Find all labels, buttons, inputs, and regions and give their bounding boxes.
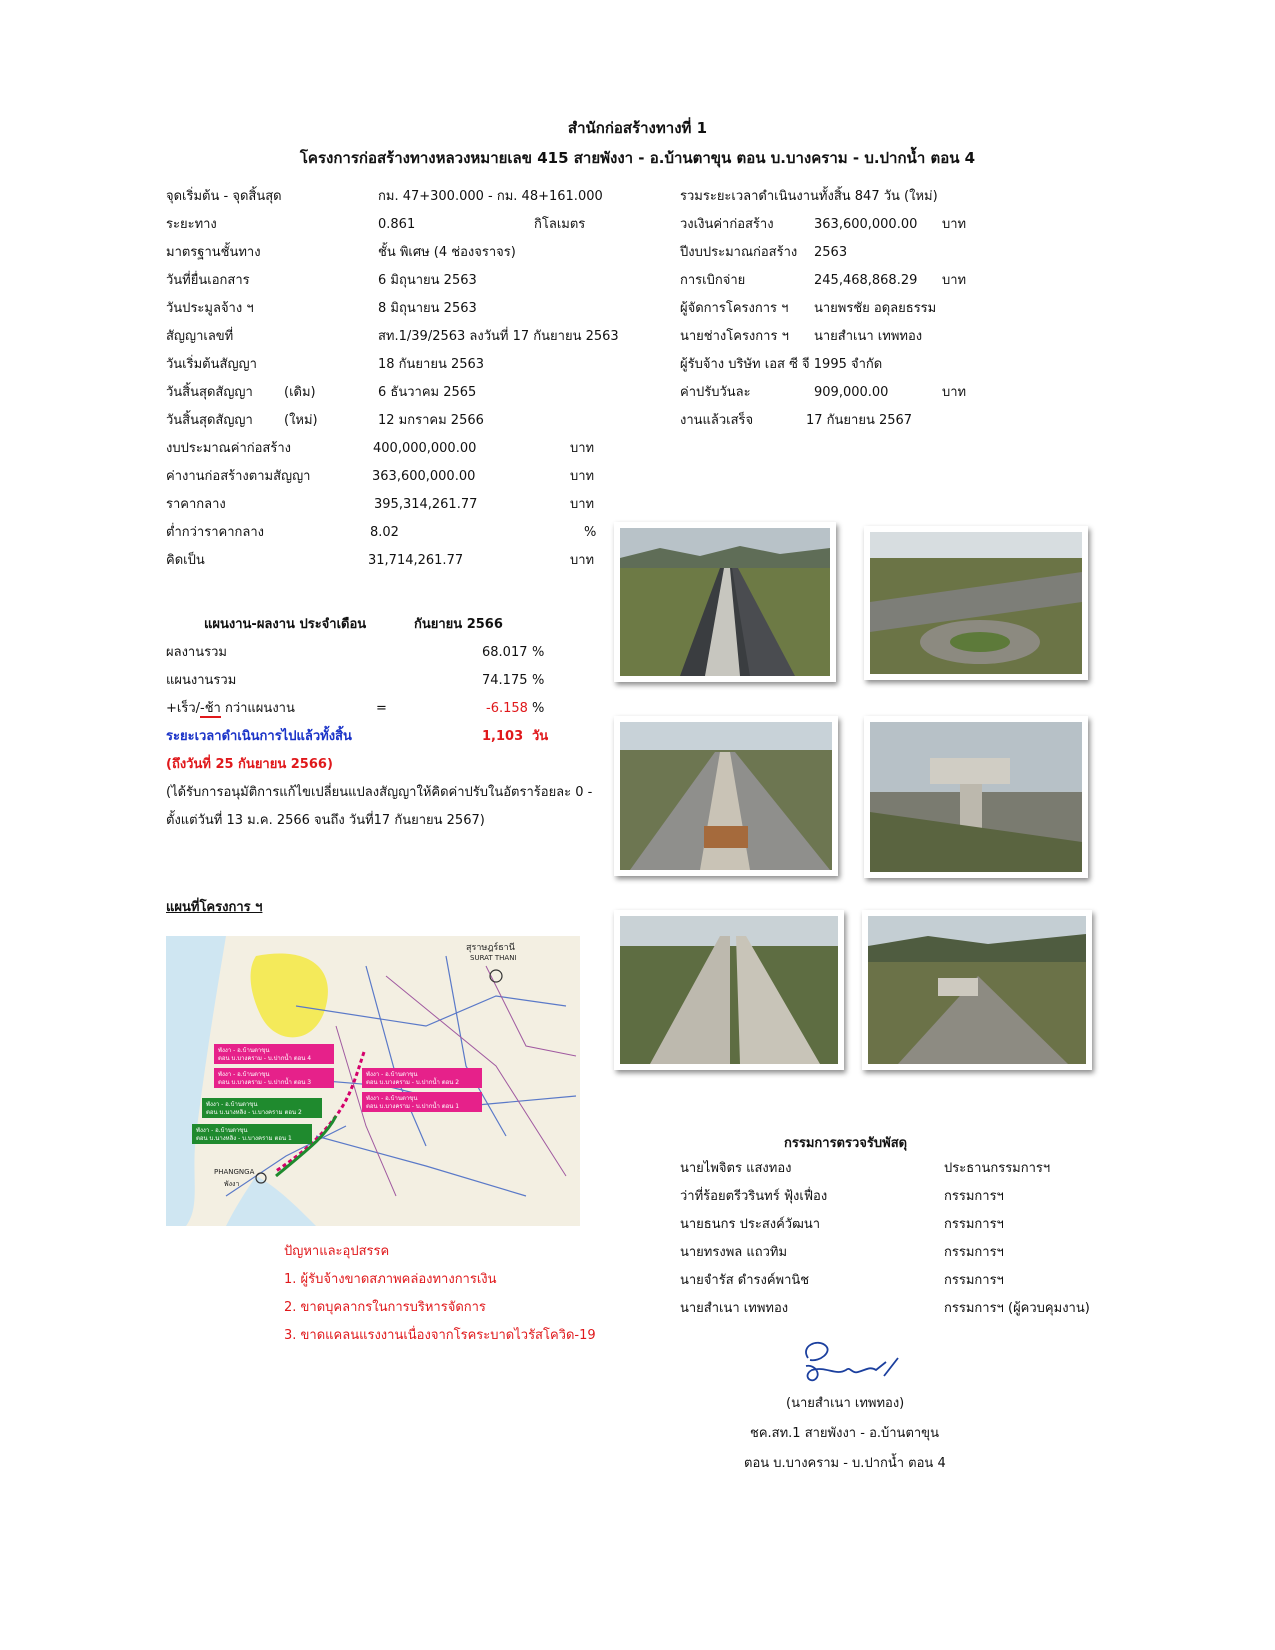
map-box-pink xyxy=(362,1068,482,1088)
city-label: SURAT THANI xyxy=(470,954,517,962)
map-title: แผนที่โครงการ ฯ xyxy=(166,900,263,915)
svg-text:พังงา - อ.บ้านตาขุน: พังงา - อ.บ้านตาขุน xyxy=(366,1071,418,1078)
svg-text:ตอน บ.บางคราม - บ.ปากน้ำ ตอน 4: ตอน บ.บางคราม - บ.ปากน้ำ ตอน 4 xyxy=(218,1055,312,1062)
site-photo-image xyxy=(870,532,1082,674)
site-photo-3 xyxy=(614,716,838,876)
problem-item: 2. ขาดบุคลากรในการบริหารจัดการ xyxy=(284,1300,486,1315)
project-map xyxy=(166,936,580,1226)
problem-item: 3. ขาดแคลนแรงงานเนื่องจากโรคระบาดไวรัสโควิด-19 xyxy=(284,1328,596,1343)
committee-heading: กรรมการตรวจรับพัสดุ xyxy=(784,1136,908,1151)
site-photo-image xyxy=(620,528,830,676)
city-label: พังงา xyxy=(224,1180,240,1188)
svg-text:พังงา - อ.บ้านตาขุน: พังงา - อ.บ้านตาขุน xyxy=(218,1047,270,1054)
map-box-green xyxy=(192,1124,312,1144)
map-box-pink xyxy=(214,1044,334,1064)
svg-text:พังงา - อ.บ้านตาขุน: พังงา - อ.บ้านตาขุน xyxy=(206,1101,258,1108)
site-photo-6 xyxy=(862,910,1092,1070)
project-title: โครงการก่อสร้างทางหลวงหมายเลข 415 สายพังงา - อ.บ้านตาขุน ตอน บ.บางคราม - บ.ปากน้ำ ตอน 4 xyxy=(299,149,976,167)
svg-text:พังงา - อ.บ้านตาขุน: พังงา - อ.บ้านตาขุน xyxy=(218,1071,270,1078)
map-box-pink xyxy=(362,1092,482,1112)
problem-item: 1. ผู้รับจ้างขาดสภาพคล่องทางการเงิน xyxy=(284,1272,497,1287)
city-label: สุราษฎร์ธานี xyxy=(466,943,515,953)
svg-text:พังงา - อ.บ้านตาขุน: พังงา - อ.บ้านตาขุน xyxy=(196,1127,248,1134)
svg-text:ตอน บ.นางหลิง - บ.บางคราม ตอน: ตอน บ.นางหลิง - บ.บางคราม ตอน 1 xyxy=(196,1135,292,1142)
svg-text:ตอน บ.บางคราม - บ.ปากน้ำ ตอน 3: ตอน บ.บางคราม - บ.ปากน้ำ ตอน 3 xyxy=(218,1079,312,1086)
map-box-green xyxy=(202,1098,322,1118)
map-box-pink xyxy=(214,1068,334,1088)
svg-text:พังงา - อ.บ้านตาขุน: พังงา - อ.บ้านตาขุน xyxy=(366,1095,418,1102)
city-label: PHANGNGA xyxy=(214,1168,255,1176)
signer-name: (นายสำเนา เทพทอง) xyxy=(786,1396,905,1411)
site-photo-1 xyxy=(614,522,836,682)
problems-heading: ปัญหาและอุปสรรค xyxy=(284,1244,390,1259)
signer-position: ชค.สท.1 สายพังงา - อ.บ้านตาขุน xyxy=(750,1426,939,1441)
svg-text:ตอน บ.นางหลิง - บ.บางคราม ตอน: ตอน บ.นางหลิง - บ.บางคราม ตอน 2 xyxy=(206,1109,302,1116)
signature-image xyxy=(796,1336,906,1386)
svg-text:ตอน บ.บางคราม - บ.ปากน้ำ ตอน 1: ตอน บ.บางคราม - บ.ปากน้ำ ตอน 1 xyxy=(366,1103,460,1110)
site-photo-image xyxy=(620,916,838,1064)
site-photo-4 xyxy=(864,716,1088,878)
site-photo-image xyxy=(620,722,832,870)
signer-position: ตอน บ.บางคราม - บ.ปากน้ำ ตอน 4 xyxy=(744,1456,946,1471)
svg-text:ตอน บ.บางคราม - บ.ปากน้ำ ตอน 2: ตอน บ.บางคราม - บ.ปากน้ำ ตอน 2 xyxy=(366,1079,460,1086)
site-photo-5 xyxy=(614,910,844,1070)
site-photo-2 xyxy=(864,526,1088,680)
site-photo-image xyxy=(868,916,1086,1064)
site-photo-image xyxy=(870,722,1082,872)
office-title: สำนักก่อสร้างทางที่ 1 xyxy=(567,119,708,137)
